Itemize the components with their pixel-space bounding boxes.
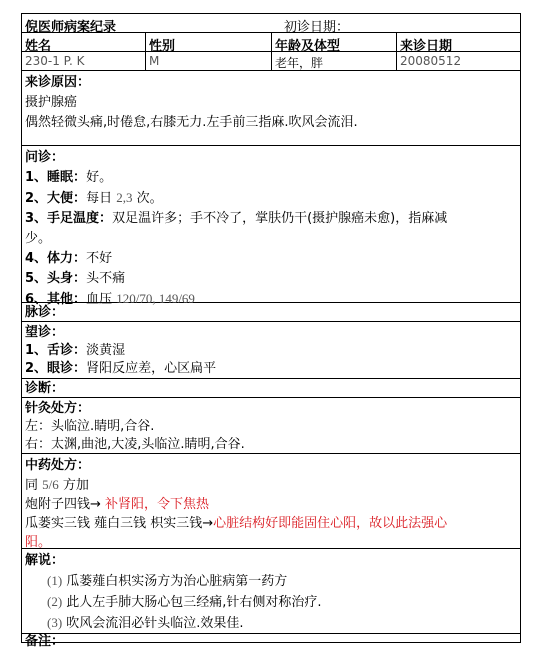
item-key: 体力： bbox=[47, 251, 87, 266]
herbal-line-base bbox=[25, 475, 517, 495]
item-number: 1、 bbox=[25, 170, 48, 185]
herbal-line-trichosanthes bbox=[25, 514, 517, 533]
item-number: (1) bbox=[47, 573, 63, 588]
item-number: 6、 bbox=[25, 292, 48, 307]
inspection-item-tongue bbox=[25, 342, 517, 360]
item-value-number: 2,3 bbox=[116, 190, 133, 205]
item-value: 头不痛 bbox=[86, 271, 126, 286]
reason-section bbox=[22, 71, 520, 146]
herbal-ingredients: 炮附子四钱→ bbox=[25, 497, 101, 512]
col-age-header: 年龄及体型 bbox=[272, 33, 397, 51]
item-value-suffix: 次。 bbox=[132, 191, 163, 206]
inquiry-item-strength bbox=[25, 249, 517, 269]
explanation-section bbox=[22, 549, 520, 634]
blood-pressure-value: 120/70, 149/69 bbox=[116, 291, 195, 306]
herbal-ingredients: 瓜蒌实三钱 薤白三钱 枳实三钱→ bbox=[25, 516, 214, 531]
inquiry-item-stool bbox=[25, 188, 517, 209]
col-date-header: 来诊日期 bbox=[400, 39, 453, 54]
inquiry-label: 问诊： bbox=[25, 150, 65, 165]
patient-age-build: 老年，胖 bbox=[272, 52, 397, 70]
patient-info-row bbox=[22, 52, 520, 71]
item-text: 瓜蒌薤白枳实汤方为治心脏病第一药方 bbox=[62, 574, 288, 589]
item-number: 2、 bbox=[25, 191, 48, 206]
first-visit-label: 初诊日期： bbox=[284, 20, 350, 35]
inquiry-section bbox=[22, 146, 520, 307]
explanation-label: 解说： bbox=[25, 553, 65, 568]
herbal-note: 补肾阳，令下焦热 bbox=[100, 497, 210, 512]
record-title: 倪医师病案纪录 bbox=[25, 20, 117, 35]
item-value: 双足温许多；手不冷了，掌肤仍干(摄护腺癌未愈)，指麻减 bbox=[112, 211, 448, 226]
visit-date: 20080512 bbox=[400, 54, 462, 68]
pulse-label: 脉诊： bbox=[25, 305, 65, 320]
inspection-label: 望诊： bbox=[25, 325, 65, 340]
inquiry-item-head bbox=[25, 269, 517, 289]
item-value: 好。 bbox=[86, 170, 113, 185]
item-key: 大便： bbox=[47, 191, 87, 206]
inquiry-item-temperature-cont: 少。 bbox=[25, 231, 52, 246]
herbal-text: 同 bbox=[25, 478, 43, 493]
item-number: (3) bbox=[47, 615, 63, 630]
herbal-label: 中药处方： bbox=[25, 458, 91, 473]
acupuncture-left: 左：头临泣.睛明,合谷. bbox=[25, 419, 155, 434]
col-name-header: 姓名 bbox=[22, 33, 146, 51]
column-header-row bbox=[22, 33, 520, 52]
item-number: 1、 bbox=[25, 343, 48, 358]
explanation-item-3 bbox=[25, 613, 517, 634]
herbal-formula-ref: 5/6 bbox=[42, 477, 59, 492]
remarks-section bbox=[22, 634, 520, 649]
inquiry-item-temperature bbox=[25, 209, 517, 229]
item-key: 舌诊： bbox=[47, 343, 87, 358]
item-value: 血压 bbox=[86, 292, 117, 307]
record-header bbox=[22, 14, 520, 33]
reason-label: 来诊原因： bbox=[25, 75, 91, 90]
item-key: 睡眠： bbox=[47, 170, 87, 185]
item-key: 眼诊： bbox=[47, 361, 87, 376]
herbal-text: 方加 bbox=[58, 478, 89, 493]
inspection-item-eye bbox=[25, 360, 517, 378]
diagnosis-section bbox=[22, 379, 520, 398]
item-key: 其他： bbox=[47, 292, 87, 307]
item-value: 不好 bbox=[86, 251, 113, 266]
reason-line-2: 偶然轻微头痛,时倦怠,右膝无力.左手前三指麻.吹风会流泪. bbox=[25, 115, 358, 130]
item-value: 淡黄湿 bbox=[86, 343, 126, 358]
remarks-label: 备注： bbox=[25, 634, 65, 649]
medical-record-sheet bbox=[21, 13, 521, 649]
item-number: 3、 bbox=[25, 211, 48, 226]
item-key: 手足温度： bbox=[47, 211, 113, 226]
herbal-note: 心脏结构好即能固住心阳，故以此法强心 bbox=[213, 516, 448, 531]
diagnosis-label: 诊断： bbox=[25, 381, 65, 396]
acupuncture-label: 针灸处方： bbox=[25, 401, 91, 416]
acupuncture-right: 右：太渊,曲池,大凌,头临泣.睛明,合谷. bbox=[25, 437, 245, 452]
herbal-section bbox=[22, 454, 520, 549]
item-text: 此人左手肺大肠心包三经痛,针右侧对称治疗. bbox=[62, 595, 322, 610]
reason-line-1: 摄护腺癌 bbox=[25, 95, 78, 110]
patient-sex: M bbox=[146, 52, 272, 70]
item-number: (2) bbox=[47, 594, 63, 609]
herbal-note-cont: 阳。 bbox=[25, 535, 52, 550]
item-value: 每日 bbox=[86, 191, 117, 206]
col-sex-header: 性别 bbox=[146, 33, 272, 51]
item-number: 2、 bbox=[25, 361, 48, 376]
item-text: 吹风会流泪必针头临泣.效果佳. bbox=[62, 616, 244, 631]
acupuncture-section bbox=[22, 398, 520, 454]
patient-id: 230-1 P. K bbox=[22, 52, 146, 70]
inquiry-item-sleep bbox=[25, 168, 517, 188]
item-key: 头身： bbox=[47, 271, 87, 286]
herbal-line-aconite bbox=[25, 495, 517, 514]
pulse-section bbox=[22, 303, 520, 322]
inspection-section bbox=[22, 322, 520, 379]
item-number: 4、 bbox=[25, 251, 48, 266]
explanation-item-1 bbox=[25, 571, 517, 592]
item-value: 肾阳反应差，心区扁平 bbox=[86, 361, 217, 376]
explanation-item-2 bbox=[25, 592, 517, 613]
item-number: 5、 bbox=[25, 271, 48, 286]
